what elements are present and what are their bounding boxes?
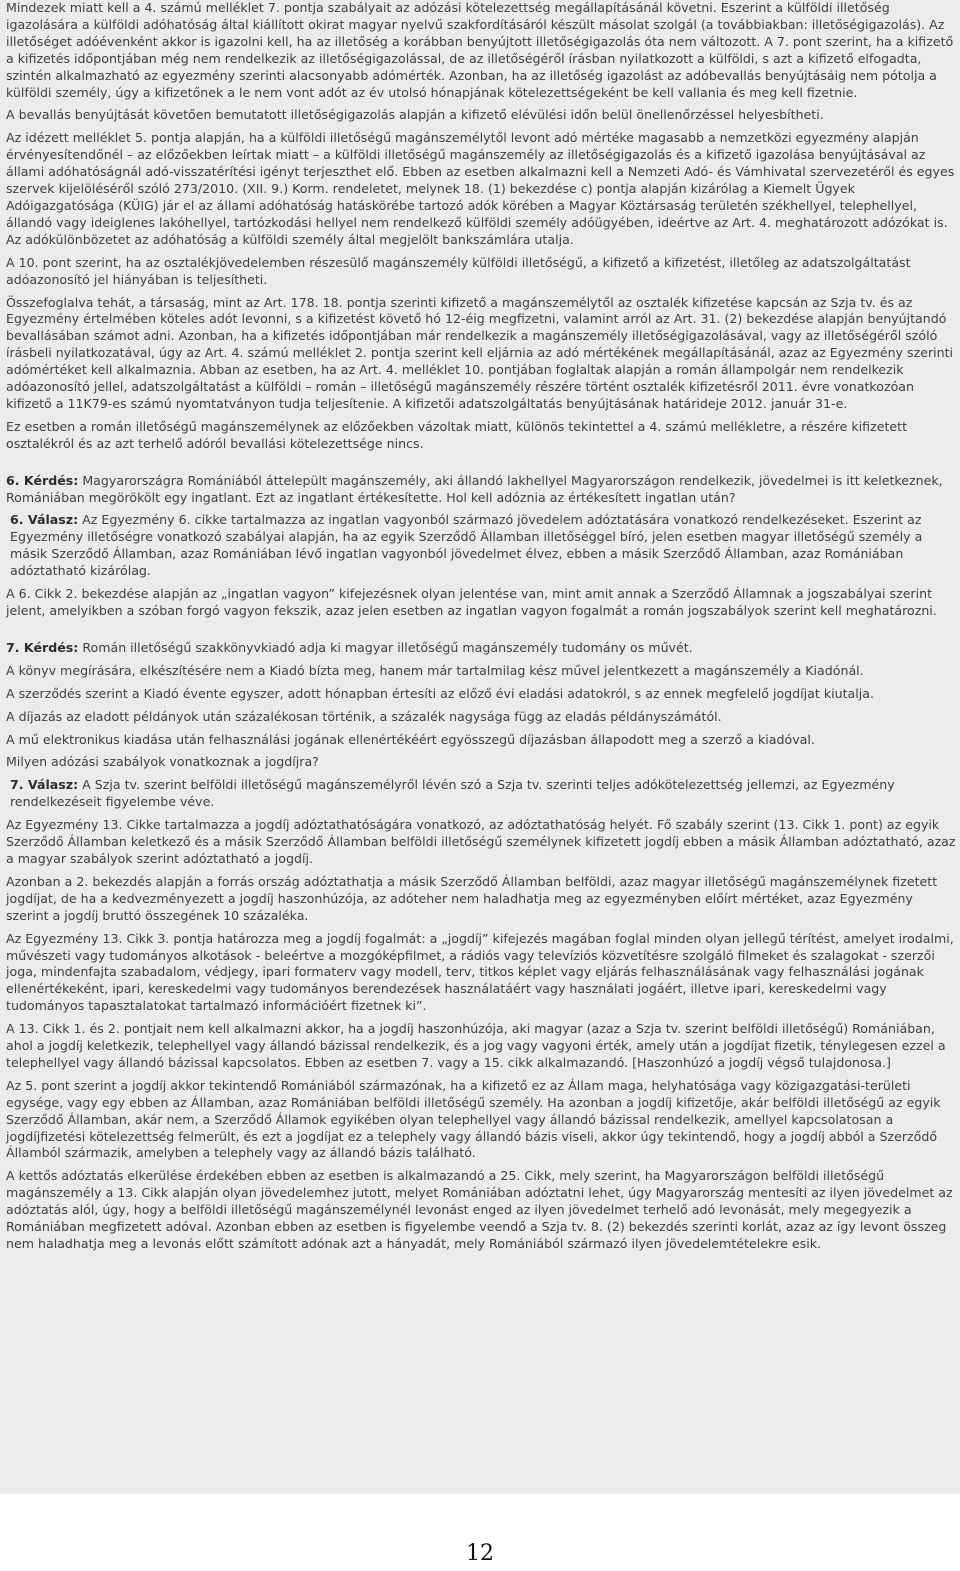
page-number: 12: [466, 1541, 494, 1566]
paragraph: Az Egyezmény 13. Cikke tartalmazza a jogdíj adóztathatóságára vonatkozó, az adóztathatóság helyét. Fő szabály szerint (13. Cikk 1. pont) az egyik Szerződő Államban keletkező és a másik Szerződő Államban belföldi illetőségű személynek kifizetett jogdíj ebben a másik Államban adóztatható, azaz a magyar szabályok szerint adóztatható a jogdíj.: [6, 817, 956, 866]
paragraph: Mindezek miatt kell a 4. számú melléklet 7. pontja szabályait az adózási kötelezettség megállapításánál követni. Eszerint a külföldi illetőség igazolására a külföldi adóhatóság által kiállított okirat magyar nyelvű szakfordításáról készült másolat szolgál (a továbbiakban: illetőségigazolás). Az illetőséget adóévenként akkor is igazolni kell, ha az illetőség a korábban benyújtott illetőségigazolás óta nem változott. A 7. pont szerint, ha a kifizető a kifizetés időpontjában még nem rendelkezik az illetőségigazolással, de az illetőségéről írásban nyilatkozott a külföldi, s azt a kifizető elfogadta, szintén alkalmazható az egyezmény szerinti alacsonyabb adómérték. Azonban, ha az illetőség igazolást az adóbevallás benyújtásáig nem pótolja a külföldi személy, úgy a kifizetőnek a le nem vont adót az év utolsó hónapjának kötelezettségeként be kell vallania és meg kell fizetnie.: [6, 0, 954, 100]
paragraph: A 6. Cikk 2. bekezdése alapján az „ingatlan vagyon” kifejezésnek olyan jelentése van, mint amit annak a Szerződő Államnak a jogszabályai szerint jelent, amelyikben a szóban forgó vagyon fekszik, azaz jelen esetben az ingatlan vagyon fogalmát a román jogszabályok szerint kell meghatározni.: [6, 586, 937, 618]
answer-7: 7. Válasz: A Szja tv. szerint belföldi illetőségű magánszemélyről lévén szó a Szja tv. szerinti teljes adókötelezettség jellemzi, az Egyezmény rendelkezéseit figyelembe véve.: [10, 777, 895, 810]
paragraph: A mű elektronikus kiadása után felhasználási jogának ellenértékéért egyösszegű díjazásban állapodott meg a szerző a kiadóval.: [6, 731, 815, 747]
paragraph: A 13. Cikk 1. és 2. pontjait nem kell alkalmazni akkor, ha a jogdíj haszonhúzója, aki magyar (azaz a Szja tv. szerint belföldi illetőségű) Romániában, ahol a jogdíj keletkezik, telephellyel vagy állandó bázissal rendelkezik, és a jog vagy vagyoni érték, amely után a jogdíjat fizetik, ténylegesen ezzel a telephellyel vagy állandó bázissal kapcsolatos. Ebben az esetben 7. vagy a 15. cikk alkalmazandó. [Haszonhúzó a jogdíj végső tulajdonosa.]: [6, 1021, 946, 1070]
paragraph: Ez esetben a román illetőségű magánszemélynek az előzőekben vázoltak miatt, különös tekintettel a 4. számú mellékletre, a részére kifizetett osztalékról és az azt terhelő adóról bevallási kötelezettsége nincs.: [6, 418, 908, 451]
paragraph: Az idézett melléklet 5. pontja alapján, ha a külföldi illetőségű magánszemélytől levont adó mértéke magasabb a nemzetközi egyezmény alapján érvényesítendőnél – az előzőekben leírtak miatt – a külföldi illetőségű magánszemély az illetőségigazolás és a kifizető igazolása benyújtásával az állami adóhatóságnál adó-visszatérítési igényt terjeszthet elő. Ebben az esetben alkalmazni kell a Nemzeti Adó- és Vámhivatal szervezetéről és egyes szervek kijelöléséről szóló 273/2010. (XII. 9.) Korm. rendeletet, melynek 18. (1) bekezdése c) pontja alapján kizárólag a Kiemelt Ügyek Adóigazgatósága (KÜIG) jár el az állami adóhatóság hatáskörébe tartozó adók körében a Magyar Köztársaság területén székhellyel, telephellyel, állandó vagy ideiglenes lakóhellyel, tartózkodási hellyel nem rendelkező külföldi személy adóügyében, ideértve az Art. 4. meghatározott adózókat is. Az adókülönbözetet az adóhatóság a külföldi személy által megjelölt bankszámlára utalja.: [6, 130, 955, 247]
paragraph: Milyen adózási szabályok vonatkoznak a jogdíjra?: [6, 754, 319, 770]
paragraph: A szerződés szerint a Kiadó évente egyszer, adott hónapban értesíti az előző évi eladási adatokról, s az ennek megfelelő jogdíjat kiutalja.: [6, 685, 874, 701]
question-7: 7. Kérdés: Román illetőségű szakkönyvkiadó adja ki magyar illetőségű magánszemély tudomány os művét.: [6, 639, 693, 655]
question-6: 6. Kérdés: Magyarországra Romániából áttelepült magánszemély, aki állandó lakhellyel Magyarországon rendelkezik, jövedelmei is itt keletkeznek, Romániában megörökölt egy ingatlant. Ezt az ingatlant értékesítette. Hol kell adóznia az értékesített ingatlan után?: [6, 472, 943, 505]
paragraph: A bevallás benyújtását követően bemutatott illetőségigazolás alapján a kifizető elévülési időn belül önellenőrzéssel helyesbítheti.: [6, 107, 824, 123]
paragraph: A kettős adóztatás elkerülése érdekében ebben az esetben is alkalmazandó a 25. Cikk, mely szerint, ha Magyarországon belföldi illetőségű magánszemély a 13. Cikk alapján olyan jövedelemhez jutott, melyet Romániában adóztatni lehet, úgy Magyarország mentesíti az ilyen jövedelmet az adóztatás alól, úgy, hogy a belföldi illetőségű magánszemélynél levonást enged az ilyen jövedelmet terhelő adó levonását, mely megegyezik a Romániában megfizetett adóval. Azonban ebben az esetben is figyelembe veendő a Szja tv. 8. (2) bekezdés szerinti korlát, azaz az így levont összeg nem haladhatja meg a levonás előtt számított adónak azt a hányadát, mely Romániából származó ilyen jövedelemtételekre esik.: [6, 1168, 953, 1251]
answer-6: 6. Válasz: Az Egyezmény 6. cikke tartalmazza az ingatlan vagyonból származó jövedelem adóztatására vonatkozó rendelkezéseket. Eszerint az Egyezmény illetőségre vonatkozó szabályai alapján, ha az egyik Szerződő Államban illetőséggel bíró, jelen esetben magyar illetőségű személy a másik Szerződő Államban, azaz Romániában lévő ingatlan vagyonból jövedelmet élvez, ebben a másik Szerződő Államban, azaz Romániában adóztatható kizárólag.: [10, 512, 923, 579]
paragraph: A könyv megírására, elkészítésére nem a Kiadó bízta meg, hanem már tartalmilag kész művel jelentkezett a magánszemély a Kiadónál.: [6, 662, 864, 678]
paragraph: Azonban a 2. bekezdés alapján a forrás ország adóztathatja a másik Szerződő Államban belföldi, azaz magyar illetőségű magánszemélynek fizetett jogdíjat, de ha a kedvezményezett a jogdíj haszonhúzója, az adóteher nem haladhatja meg az egyezményben előírt mértéket, azaz Egyezmény szerint a jogdíj bruttó összegének 10 százaléka.: [6, 873, 938, 923]
paragraph: Összefoglalva tehát, a társaság, mint az Art. 178. 18. pontja szerinti kifizető a magánszemélytől az osztalék kifizetése kapcsán az Szja tv. és az Egyezmény értelmében köteles adót levonni, s a kifizetést követő hó 12-éig megfizetni, valamint arról az Art. 31. (2) bekezdése alapján benyújtandó bevallásában számot adni. Azonban, ha a kifizetés időpontjában már rendelkezik a magánszemély illetőségigazolásával, vagy az illetőségéről szóló írásbeli nyilatkozatával, úgy az Art. 4. számú melléklet 2. pontja szerint kell eljárnia az adó mértékének megállapításánál, azaz az Egyezmény szerinti adómértéket kell alkalmaznia. Abban az esetben, ha az Art. 4. melléklet 10. pontjában foglaltak alapján a román állampolgár nem rendelkezik adóazonosító jellel, adatszolgáltatást a külföldi – román – illetőségű magánszemély részére történt osztalék kifizetésről 2011. évre vonatkozóan kifizető a 11K79-es számú nyomtatványon tudja teljesítenie. A kifizetői adatszolgáltatás benyújtásának határideje 2012. január 31-e.: [6, 294, 954, 411]
paragraph: Az Egyezmény 13. Cikk 3. pontja határozza meg a jogdíj fogalmát: a „jogdíj” kifejezés magában foglal minden olyan jellegű térítést, amelyet irodalmi, művészeti vagy tudományos alkotások - beleértve a mozgóképfilmet, a rádiós vagy televíziós közvetítésre szolgáló filmeket és szalagokat - szerzői joga, mindenfajta szabadalom, védjegy, ipari formaterv vagy modell, terv, titkos képlet vagy eljárás felhasználásának vagy felhasználási jogának ellenértékeként, ipari, kereskedelmi vagy tudományos berendezések használatáért vagy használati jogáért, illetve ipari, kereskedelmi vagy tudományos tapasztalatokat tartalmazó információért fizetnek ki”.: [6, 930, 954, 1014]
paragraph: A díjazás az eladott példányok után százalékosan történik, a százalék nagysága függ az eladás példányszámától.: [6, 708, 722, 724]
paragraph: A 10. pont szerint, ha az osztalékjövedelemben részesülő magánszemély külföldi illetőségű, a kifizető a kifizetést, illetőleg az adatszolgáltatást adóazonosító jel hiányában is teljesítheti.: [6, 254, 911, 287]
paragraph: Az 5. pont szerint a jogdíj akkor tekintendő Romániából származónak, ha a kifizető ez az Állam maga, helyhatósága vagy közigazgatási-területi egysége, vagy egy ebben az Államban, azaz Romániában belföldi illetőségű személy. Ha azonban a jogdíj kifizetője, akár belföldi illetőségű az egyik Szerződő Államban, akár nem, a Szerződő Államok egyikében olyan telephellyel vagy állandó bázissal rendelkezik, amellyel kapcsolatosan a jogdíjfizetési kötelezettség felmerült, és ezt a jogdíjat ez a telephely vagy állandó bázis viseli, akkor úgy tekintendő, hogy a jogdíj abból a Szerződő Államból származik, amelyben a telephely vagy az állandó bázis található.: [6, 1077, 941, 1161]
